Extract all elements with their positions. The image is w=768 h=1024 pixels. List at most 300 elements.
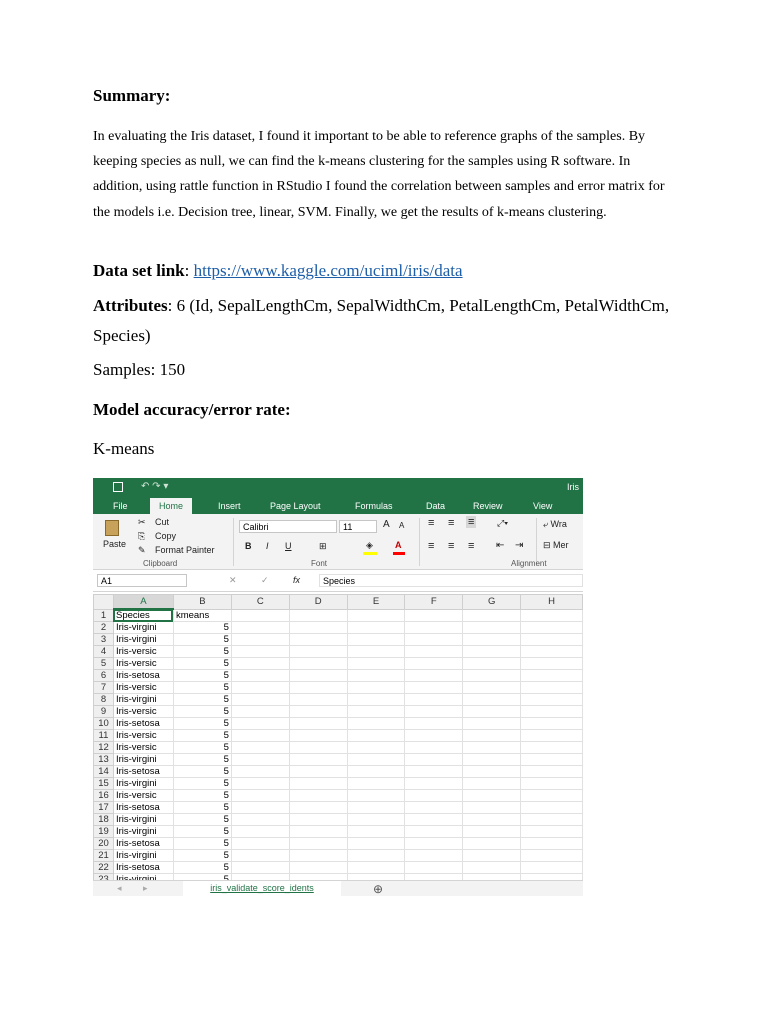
empty-cell[interactable] — [347, 609, 405, 622]
empty-cell[interactable] — [289, 838, 347, 850]
empty-cell[interactable] — [231, 694, 289, 706]
species-cell[interactable]: Iris-virgini — [113, 622, 173, 634]
table-row — [94, 838, 583, 850]
excel-titlebar — [93, 478, 583, 498]
samples-line: Samples: 150 — [93, 360, 186, 379]
kmeans-cell[interactable]: 5 — [173, 742, 231, 754]
empty-cell[interactable] — [231, 838, 289, 850]
align-right-icon[interactable]: ≡ — [468, 540, 475, 552]
row-header[interactable]: 20 — [94, 838, 114, 850]
row-header[interactable]: 13 — [94, 754, 114, 766]
row-header[interactable]: 17 — [94, 802, 114, 814]
empty-cell[interactable] — [405, 706, 463, 718]
wrap-text-button[interactable]: ⤶ Wra — [543, 519, 567, 529]
font-size-value: 11 — [343, 522, 353, 532]
empty-cell[interactable] — [231, 778, 289, 790]
row-header[interactable]: 12 — [94, 742, 114, 754]
empty-cell[interactable] — [405, 718, 463, 730]
formula-value: Species — [323, 576, 356, 586]
attributes-label: Attributes — [93, 296, 168, 315]
scroll-left-icon[interactable]: ◂ — [117, 883, 122, 893]
empty-cell[interactable] — [405, 682, 463, 694]
cancel-icon[interactable]: ✕ — [229, 575, 237, 585]
row-header[interactable]: 4 — [94, 646, 114, 658]
species-cell[interactable]: Iris-setosa — [113, 718, 173, 730]
row-header[interactable]: 2 — [94, 622, 114, 634]
empty-cell[interactable] — [521, 838, 583, 850]
species-cell[interactable]: Iris-setosa — [113, 802, 173, 814]
column-header[interactable]: H — [521, 595, 583, 610]
row-header[interactable]: 8 — [94, 694, 114, 706]
paste-icon[interactable] — [105, 520, 119, 536]
empty-cell[interactable] — [289, 742, 347, 754]
empty-cell[interactable] — [463, 754, 521, 766]
species-cell[interactable]: Iris-virgini — [113, 634, 173, 646]
font-name-value: Calibri — [243, 522, 269, 532]
add-sheet-icon[interactable]: ⊕ — [373, 882, 384, 896]
empty-cell[interactable] — [521, 826, 583, 838]
empty-cell[interactable] — [405, 826, 463, 838]
empty-cell[interactable] — [405, 622, 463, 634]
empty-cell[interactable] — [521, 609, 583, 622]
kmeans-cell[interactable]: 5 — [173, 814, 231, 826]
formula-bar — [93, 571, 583, 592]
kmeans-cell[interactable]: 5 — [173, 754, 231, 766]
empty-cell[interactable] — [289, 790, 347, 802]
window-title: Iris — [567, 482, 579, 492]
table-row — [94, 609, 583, 622]
empty-cell[interactable] — [231, 730, 289, 742]
table-row — [94, 814, 583, 826]
column-header[interactable]: E — [347, 595, 405, 610]
select-all-corner[interactable] — [94, 595, 114, 610]
species-cell[interactable]: Iris-versic — [113, 658, 173, 670]
empty-cell[interactable] — [231, 742, 289, 754]
empty-cell[interactable] — [231, 706, 289, 718]
empty-cell[interactable] — [463, 682, 521, 694]
table-row — [94, 706, 583, 718]
empty-cell[interactable] — [347, 802, 405, 814]
kmeans-cell[interactable]: 5 — [173, 862, 231, 874]
save-icon[interactable] — [113, 482, 123, 492]
empty-cell[interactable] — [521, 802, 583, 814]
format-painter-button[interactable]: Format Painter — [155, 545, 215, 555]
empty-cell[interactable] — [347, 850, 405, 862]
species-cell[interactable]: Iris-virgini — [113, 754, 173, 766]
tab-review[interactable]: Review — [473, 501, 503, 511]
align-middle-icon[interactable]: ≡ — [448, 517, 455, 529]
paste-button[interactable]: Paste — [103, 539, 127, 549]
empty-cell[interactable] — [231, 622, 289, 634]
empty-cell[interactable] — [405, 742, 463, 754]
spreadsheet-grid[interactable] — [93, 594, 583, 886]
kmeans-cell[interactable]: 5 — [173, 646, 231, 658]
kmeans-cell[interactable]: 5 — [173, 826, 231, 838]
species-cell[interactable]: Iris-versic — [113, 706, 173, 718]
sheet-tab-bar — [93, 880, 583, 896]
empty-cell[interactable] — [347, 826, 405, 838]
empty-cell[interactable] — [231, 766, 289, 778]
kmeans-cell[interactable]: 5 — [173, 706, 231, 718]
empty-cell[interactable] — [347, 706, 405, 718]
formula-input[interactable] — [319, 574, 583, 587]
ribbon-divider — [233, 518, 234, 566]
empty-cell[interactable] — [289, 802, 347, 814]
empty-cell[interactable] — [231, 790, 289, 802]
table-row — [94, 802, 583, 814]
empty-cell[interactable] — [347, 838, 405, 850]
kmeans-cell[interactable]: 5 — [173, 838, 231, 850]
row-header[interactable]: 19 — [94, 826, 114, 838]
empty-cell[interactable] — [231, 609, 289, 622]
empty-cell[interactable] — [521, 670, 583, 682]
empty-cell[interactable] — [405, 802, 463, 814]
font-color-icon[interactable]: A — [395, 540, 402, 550]
attributes-line — [93, 291, 683, 351]
empty-cell[interactable] — [463, 609, 521, 622]
row-header[interactable]: 10 — [94, 718, 114, 730]
tab-page-layout[interactable]: Page Layout — [270, 501, 321, 511]
row-header[interactable]: 22 — [94, 862, 114, 874]
table-row — [94, 670, 583, 682]
empty-cell[interactable] — [347, 814, 405, 826]
empty-cell[interactable] — [347, 754, 405, 766]
summary-paragraph: In evaluating the Iris dataset, I found it important to be able to reference graphs of the samples. By keeping species as null, we can find the k-means clustering for the samples using R software. In addition, using rattle function in RStudio I found the correlation between samples and error matrix for the models i.e. Decision tree, linear, SVM. Finally, we get the results of k-means clustering. — [93, 129, 665, 220]
column-header[interactable]: F — [405, 595, 463, 610]
empty-cell[interactable] — [231, 658, 289, 670]
species-cell[interactable]: Iris-versic — [113, 682, 173, 694]
empty-cell[interactable] — [347, 742, 405, 754]
empty-cell[interactable] — [463, 838, 521, 850]
tab-formulas[interactable]: Formulas — [355, 501, 393, 511]
empty-cell[interactable] — [347, 670, 405, 682]
row-header[interactable]: 6 — [94, 670, 114, 682]
empty-cell[interactable] — [405, 850, 463, 862]
empty-cell[interactable] — [347, 766, 405, 778]
empty-cell[interactable] — [405, 658, 463, 670]
row-header[interactable]: 3 — [94, 634, 114, 646]
row-header[interactable]: 9 — [94, 706, 114, 718]
italic-button[interactable]: I — [266, 541, 269, 551]
empty-cell[interactable] — [347, 790, 405, 802]
empty-cell[interactable] — [463, 646, 521, 658]
empty-cell[interactable] — [289, 670, 347, 682]
table-row — [94, 742, 583, 754]
cut-icon: ✂ — [138, 517, 146, 527]
attributes-value: : 6 (Id, SepalLengthCm, SepalWidthCm, PetalLengthCm, PetalWidthCm, Species) — [93, 296, 670, 345]
row-header[interactable]: 11 — [94, 730, 114, 742]
empty-cell[interactable] — [463, 622, 521, 634]
empty-cell[interactable] — [347, 694, 405, 706]
species-cell[interactable]: Iris-virgini — [113, 826, 173, 838]
fill-color-icon[interactable]: ◈ — [366, 540, 373, 550]
quick-access-toolbar[interactable]: ↶ ↷ ▾ — [141, 481, 169, 492]
empty-cell[interactable] — [289, 730, 347, 742]
grow-font-button[interactable]: A — [383, 519, 390, 530]
tab-view[interactable]: View — [533, 501, 553, 511]
kmeans-cell[interactable]: 5 — [173, 850, 231, 862]
empty-cell[interactable] — [231, 862, 289, 874]
empty-cell[interactable] — [231, 802, 289, 814]
table-row — [94, 778, 583, 790]
empty-cell[interactable] — [463, 634, 521, 646]
align-bottom-icon[interactable]: ≡ — [468, 516, 475, 528]
column-header[interactable]: C — [231, 595, 289, 610]
species-cell[interactable]: Iris-setosa — [113, 670, 173, 682]
empty-cell[interactable] — [347, 682, 405, 694]
empty-cell[interactable] — [405, 646, 463, 658]
kmeans-cell[interactable]: 5 — [173, 718, 231, 730]
empty-cell[interactable] — [521, 694, 583, 706]
empty-cell[interactable] — [521, 718, 583, 730]
empty-cell[interactable] — [521, 742, 583, 754]
empty-cell[interactable] — [521, 658, 583, 670]
table-row — [94, 826, 583, 838]
table-row — [94, 754, 583, 766]
empty-cell[interactable] — [347, 778, 405, 790]
table-row — [94, 790, 583, 802]
kmeans-cell[interactable]: 5 — [173, 622, 231, 634]
empty-cell[interactable] — [347, 718, 405, 730]
empty-cell[interactable] — [405, 730, 463, 742]
empty-cell[interactable] — [289, 850, 347, 862]
align-left-icon[interactable]: ≡ — [428, 540, 435, 552]
empty-cell[interactable] — [289, 754, 347, 766]
empty-cell[interactable] — [521, 850, 583, 862]
column-header[interactable]: G — [463, 595, 521, 610]
empty-cell[interactable] — [347, 730, 405, 742]
table-row — [94, 766, 583, 778]
row-header[interactable]: 18 — [94, 814, 114, 826]
align-center-icon[interactable]: ≡ — [448, 540, 455, 552]
increase-indent-icon[interactable]: ⇥ — [515, 540, 524, 551]
empty-cell[interactable] — [231, 754, 289, 766]
empty-cell[interactable] — [231, 718, 289, 730]
species-cell[interactable]: Iris-versic — [113, 790, 173, 802]
kmeans-cell[interactable]: 5 — [173, 694, 231, 706]
empty-cell[interactable] — [463, 766, 521, 778]
empty-cell[interactable] — [405, 634, 463, 646]
empty-cell[interactable] — [463, 658, 521, 670]
empty-cell[interactable] — [521, 766, 583, 778]
empty-cell[interactable] — [347, 622, 405, 634]
column-header[interactable]: A — [113, 595, 173, 610]
empty-cell[interactable] — [405, 838, 463, 850]
empty-cell[interactable] — [463, 802, 521, 814]
row-header[interactable]: 21 — [94, 850, 114, 862]
borders-icon[interactable]: ⊞ — [319, 541, 327, 551]
empty-cell[interactable] — [347, 634, 405, 646]
empty-cell[interactable] — [231, 682, 289, 694]
empty-cell[interactable] — [289, 814, 347, 826]
align-top-icon[interactable]: ≡ — [428, 517, 435, 529]
species-cell[interactable]: Iris-virgini — [113, 694, 173, 706]
empty-cell[interactable] — [521, 646, 583, 658]
empty-cell[interactable] — [289, 718, 347, 730]
row-header[interactable]: 1 — [94, 609, 114, 622]
tab-home[interactable]: Home — [150, 498, 192, 514]
empty-cell[interactable] — [347, 862, 405, 874]
tab-file[interactable]: File — [113, 501, 128, 511]
table-row — [94, 730, 583, 742]
empty-cell[interactable] — [289, 778, 347, 790]
empty-cell[interactable] — [521, 790, 583, 802]
empty-cell[interactable] — [405, 814, 463, 826]
empty-cell[interactable] — [463, 814, 521, 826]
kmeans-cell[interactable]: 5 — [173, 682, 231, 694]
merge-label: Mer — [553, 540, 569, 550]
cell-b1[interactable]: kmeans — [173, 609, 231, 622]
empty-cell[interactable] — [463, 778, 521, 790]
empty-cell[interactable] — [405, 862, 463, 874]
font-name-select[interactable] — [239, 520, 337, 533]
enter-icon[interactable]: ✓ — [261, 575, 269, 585]
ribbon-home — [93, 514, 583, 570]
name-box-value: A1 — [101, 576, 113, 586]
cell-a1[interactable]: Species — [113, 609, 173, 622]
ribbon-divider — [419, 518, 420, 566]
kmeans-cell[interactable]: 5 — [173, 670, 231, 682]
kmeans-cell[interactable]: 5 — [173, 790, 231, 802]
empty-cell[interactable] — [405, 754, 463, 766]
empty-cell[interactable] — [289, 694, 347, 706]
merge-button[interactable]: ⊟ Mer — [543, 540, 569, 550]
empty-cell[interactable] — [463, 742, 521, 754]
species-cell[interactable]: Iris-setosa — [113, 838, 173, 850]
row-header[interactable]: 15 — [94, 778, 114, 790]
kmeans-label: K-means — [93, 439, 155, 458]
empty-cell[interactable] — [521, 622, 583, 634]
copy-button[interactable]: Copy — [155, 531, 177, 541]
empty-cell[interactable] — [521, 730, 583, 742]
empty-cell[interactable] — [231, 670, 289, 682]
empty-cell[interactable] — [463, 694, 521, 706]
empty-cell[interactable] — [289, 609, 347, 622]
table-row — [94, 634, 583, 646]
empty-cell[interactable] — [231, 850, 289, 862]
scroll-right-icon[interactable]: ▸ — [143, 883, 148, 893]
empty-cell[interactable] — [521, 634, 583, 646]
empty-cell[interactable] — [289, 766, 347, 778]
empty-cell[interactable] — [231, 646, 289, 658]
species-cell[interactable]: Iris-virgini — [113, 778, 173, 790]
species-cell[interactable]: Iris-virgini — [113, 814, 173, 826]
species-cell[interactable]: Iris-versic — [113, 730, 173, 742]
column-header[interactable]: B — [173, 595, 231, 610]
font-group-label: Font — [311, 559, 328, 568]
name-box[interactable] — [97, 574, 187, 587]
empty-cell[interactable] — [463, 706, 521, 718]
empty-cell[interactable] — [231, 826, 289, 838]
shrink-font-button[interactable]: A — [399, 521, 405, 530]
font-color-swatch — [393, 552, 405, 555]
column-header[interactable]: D — [289, 595, 347, 610]
model-accuracy-heading: Model accuracy/error rate: — [93, 400, 291, 419]
empty-cell[interactable] — [347, 658, 405, 670]
font-size-select[interactable] — [339, 520, 377, 533]
kmeans-cell[interactable]: 5 — [173, 658, 231, 670]
column-headers — [94, 595, 583, 610]
table-row — [94, 682, 583, 694]
orientation-icon[interactable]: ⤢▾ — [497, 518, 508, 528]
empty-cell[interactable] — [405, 790, 463, 802]
empty-cell[interactable] — [521, 814, 583, 826]
empty-cell[interactable] — [289, 622, 347, 634]
empty-cell[interactable] — [405, 609, 463, 622]
empty-cell[interactable] — [231, 634, 289, 646]
empty-cell[interactable] — [463, 730, 521, 742]
species-cell[interactable]: Iris-setosa — [113, 862, 173, 874]
cut-button[interactable]: Cut — [155, 517, 170, 527]
table-row — [94, 658, 583, 670]
empty-cell[interactable] — [289, 682, 347, 694]
empty-cell[interactable] — [521, 778, 583, 790]
tab-data[interactable]: Data — [426, 501, 446, 511]
ribbon-tabs — [93, 498, 583, 514]
row-header[interactable]: 16 — [94, 790, 114, 802]
dataset-link[interactable]: https://www.kaggle.com/uciml/iris/data — [193, 261, 463, 280]
row-header[interactable]: 5 — [94, 658, 114, 670]
empty-cell[interactable] — [405, 694, 463, 706]
empty-cell[interactable] — [463, 790, 521, 802]
empty-cell[interactable] — [289, 646, 347, 658]
empty-cell[interactable] — [289, 826, 347, 838]
empty-cell[interactable] — [405, 670, 463, 682]
kmeans-cell[interactable]: 5 — [173, 634, 231, 646]
empty-cell[interactable] — [231, 814, 289, 826]
empty-cell[interactable] — [289, 862, 347, 874]
species-cell[interactable]: Iris-virgini — [113, 850, 173, 862]
empty-cell[interactable] — [463, 862, 521, 874]
table-row — [94, 850, 583, 862]
empty-cell[interactable] — [347, 646, 405, 658]
table-row — [94, 718, 583, 730]
empty-cell[interactable] — [521, 862, 583, 874]
empty-cell[interactable] — [463, 670, 521, 682]
empty-cell[interactable] — [521, 706, 583, 718]
empty-cell[interactable] — [289, 658, 347, 670]
kmeans-cell[interactable]: 5 — [173, 802, 231, 814]
kmeans-cell[interactable]: 5 — [173, 730, 231, 742]
kmeans-cell[interactable]: 5 — [173, 766, 231, 778]
empty-cell[interactable] — [289, 634, 347, 646]
species-cell[interactable]: Iris-versic — [113, 646, 173, 658]
empty-cell[interactable] — [405, 778, 463, 790]
species-cell[interactable]: Iris-versic — [113, 742, 173, 754]
alignment-group-label: Alignment — [511, 559, 547, 568]
sheet-tab-iris[interactable]: iris_validate_score_idents — [183, 881, 341, 896]
underline-button[interactable]: U — [285, 541, 292, 551]
empty-cell[interactable] — [463, 850, 521, 862]
decrease-indent-icon[interactable]: ⇤ — [496, 540, 505, 551]
species-cell[interactable]: Iris-setosa — [113, 766, 173, 778]
row-header[interactable]: 7 — [94, 682, 114, 694]
empty-cell[interactable] — [521, 754, 583, 766]
clipboard-group-label: Clipboard — [143, 559, 178, 568]
empty-cell[interactable] — [463, 826, 521, 838]
empty-cell[interactable] — [463, 718, 521, 730]
kmeans-cell[interactable]: 5 — [173, 778, 231, 790]
tab-insert[interactable]: Insert — [218, 501, 241, 511]
bold-button[interactable]: B — [245, 541, 252, 551]
empty-cell[interactable] — [521, 682, 583, 694]
row-header[interactable]: 14 — [94, 766, 114, 778]
empty-cell[interactable] — [405, 766, 463, 778]
dataset-colon: : — [184, 261, 194, 280]
fx-button[interactable]: fx — [293, 575, 301, 585]
format-painter-icon: ✎ — [138, 545, 146, 555]
empty-cell[interactable] — [289, 706, 347, 718]
